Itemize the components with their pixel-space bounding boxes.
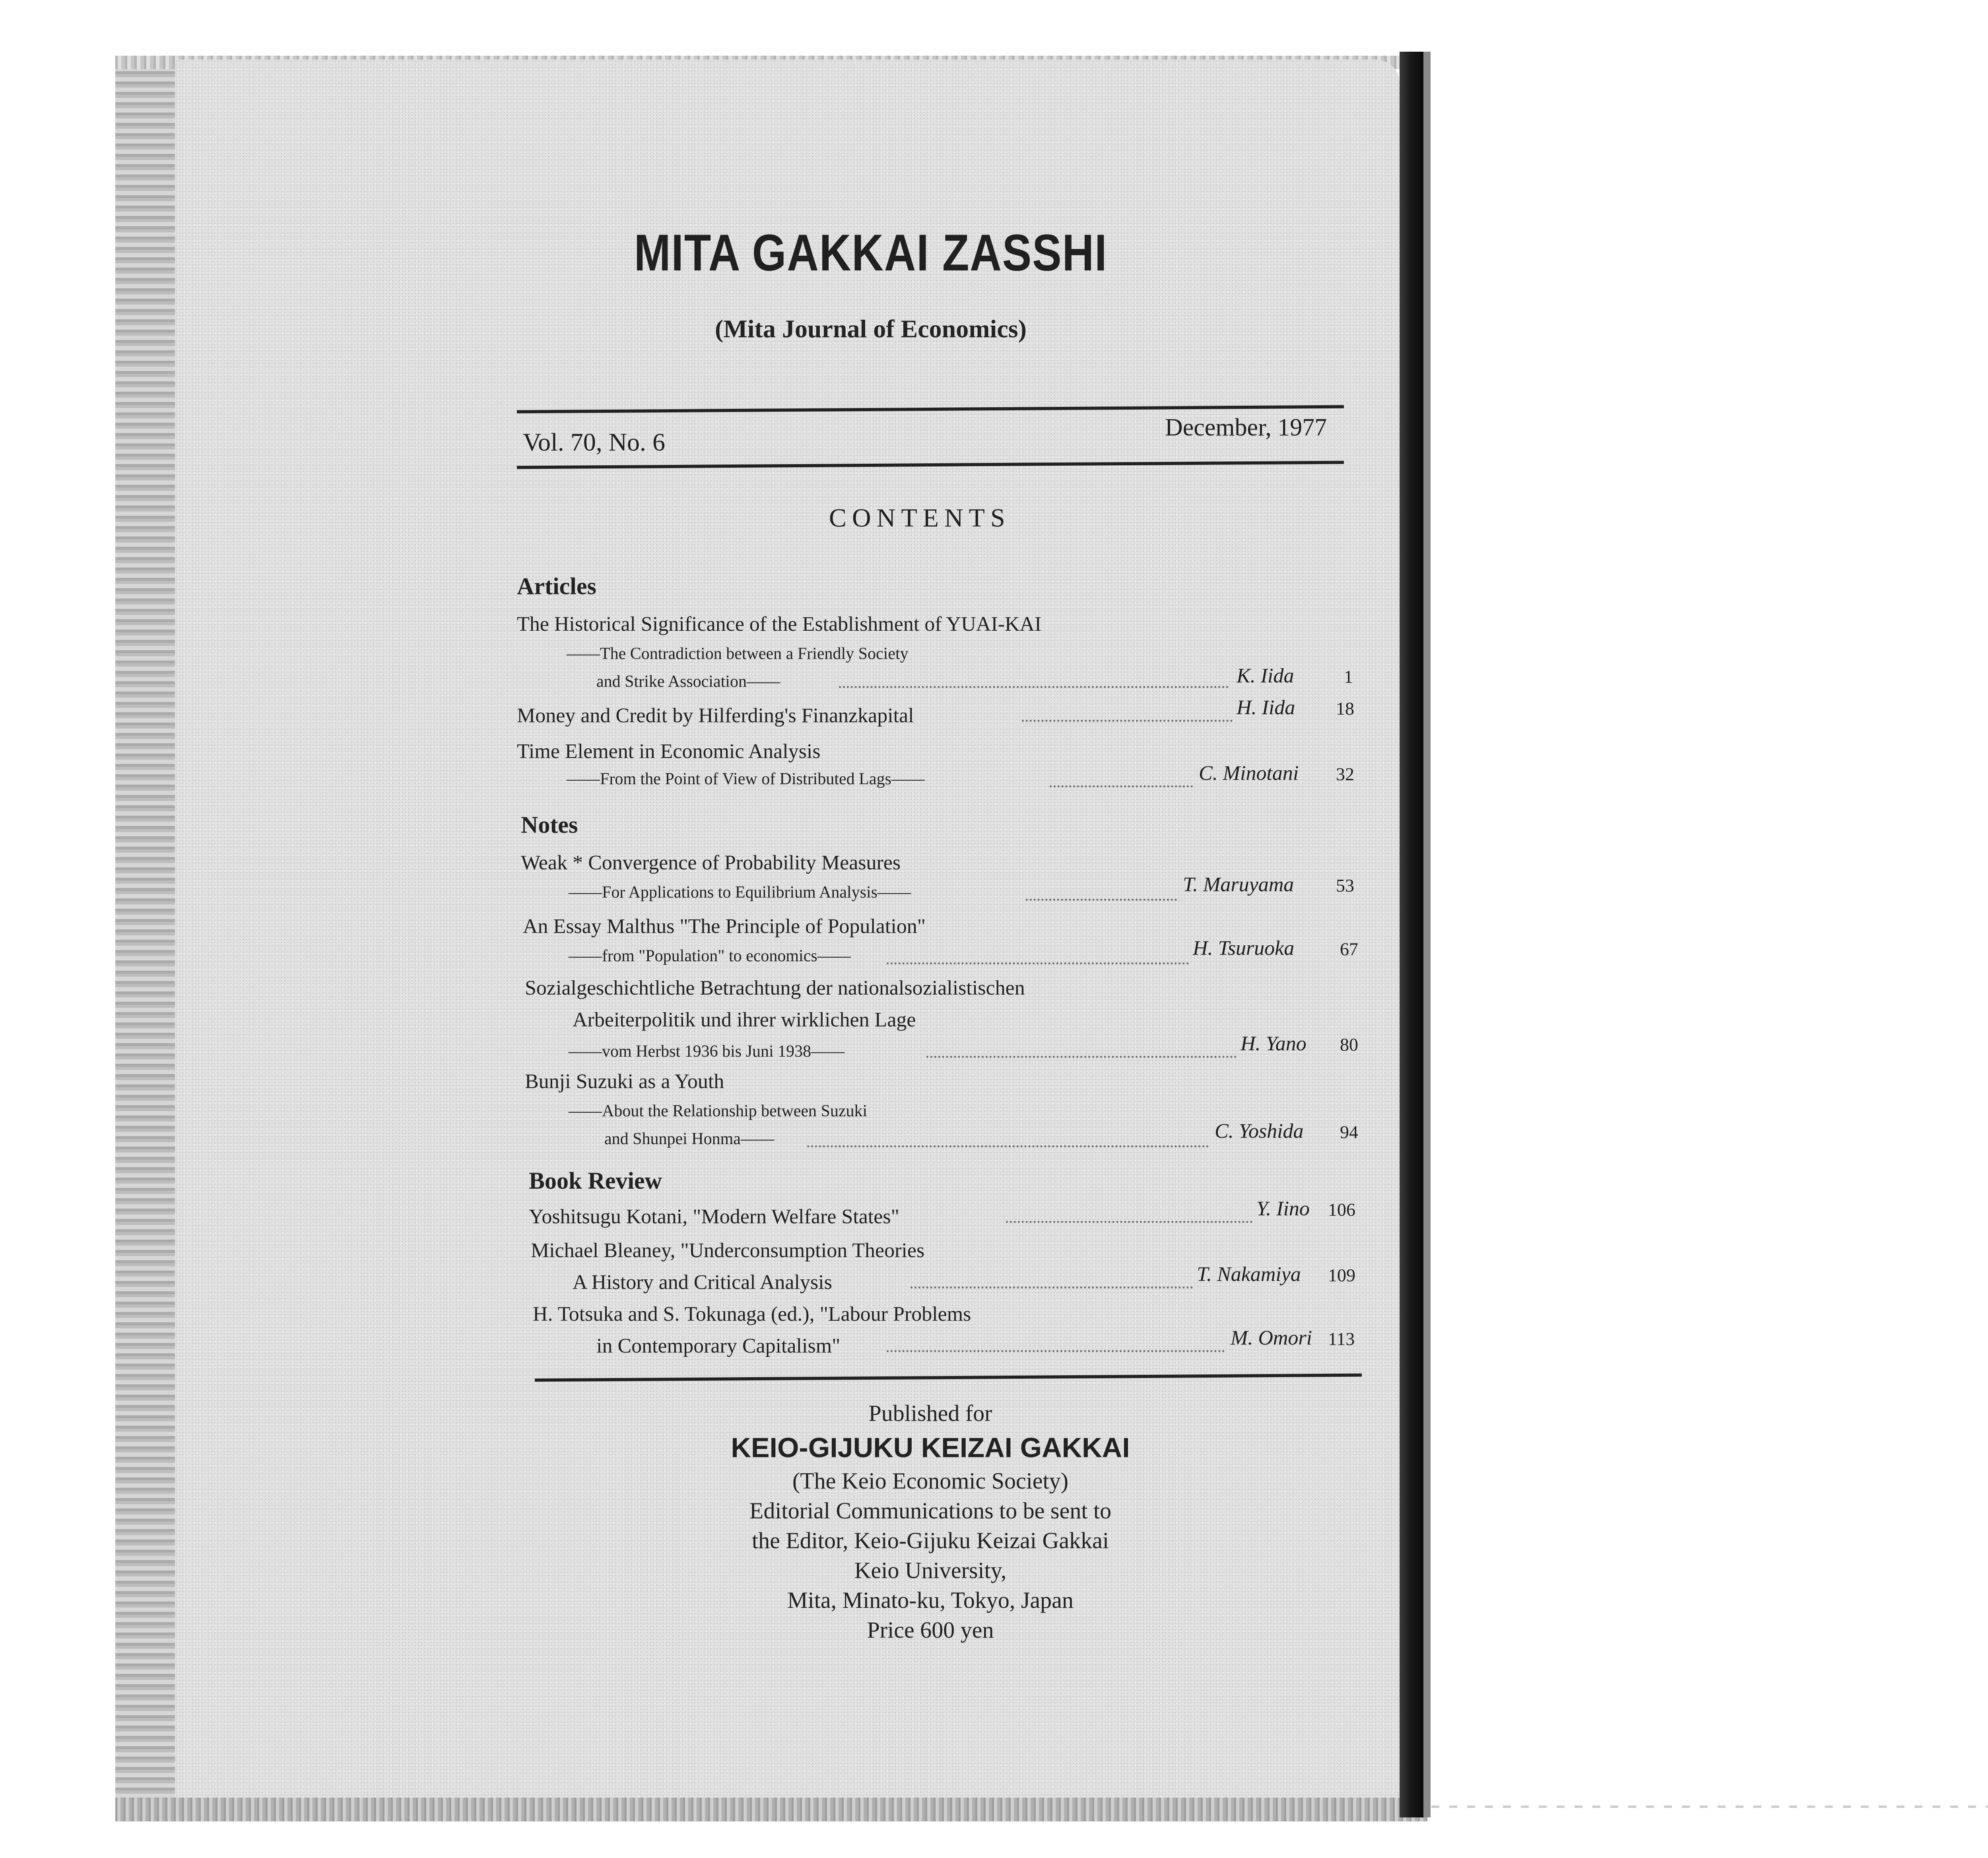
editorial-line-2: the Editor, Keio-Gijuku Keizai Gakkai xyxy=(751,1528,1109,1553)
leader-dots xyxy=(839,686,1229,688)
article-1-title: The Historical Significance of the Establishment of YUAI-KAI xyxy=(517,613,1042,636)
article-2-title: Money and Credit by Hilferding's Finanzkapital xyxy=(517,704,914,727)
publisher-address: Mita, Minato-ku, Tokyo, Japan xyxy=(787,1587,1074,1613)
price: Price 600 yen xyxy=(867,1617,994,1643)
review-1-page: 106 xyxy=(1328,1199,1355,1220)
note-2-subtitle-1: ——from "Population" to economics—— xyxy=(569,947,851,965)
article-3-title: Time Element in Economic Analysis xyxy=(517,740,821,763)
note-4-subtitle-2: and Shunpei Honma—— xyxy=(604,1130,774,1148)
article-3-page: 32 xyxy=(1336,764,1354,784)
blank-page-bottom-edge xyxy=(1431,1806,1988,1808)
article-1-subtitle-1: ——The Contradiction between a Friendly Society xyxy=(567,645,909,663)
contents-heading: CONTENTS xyxy=(829,503,1011,533)
leader-dots xyxy=(887,962,1189,964)
review-3-author: M. Omori xyxy=(1231,1327,1312,1349)
leader-dots xyxy=(1022,720,1233,722)
note-1-subtitle-1: ——For Applications to Equilibrium Analysis—— xyxy=(569,883,911,902)
note-3-author: H. Yano xyxy=(1241,1032,1307,1055)
note-3-title: Sozialgeschichtliche Betrachtung der nationalsozialistischen xyxy=(525,977,1025,999)
note-4-subtitle-1: ——About the Relationship between Suzuki xyxy=(569,1102,868,1120)
leader-dots xyxy=(911,1287,1193,1289)
note-1-page: 53 xyxy=(1336,875,1354,896)
review-1-title: Yoshitsugu Kotani, "Modern Welfare States" xyxy=(529,1205,899,1228)
note-3-subtitle-1: ——vom Herbst 1936 bis Juni 1938—— xyxy=(569,1042,845,1061)
article-1-subtitle-2: and Strike Association—— xyxy=(596,672,780,691)
book-binding xyxy=(1400,52,1423,1817)
review-2-title: Michael Bleaney, "Underconsumption Theories xyxy=(531,1239,925,1262)
review-1-author: Y. Iino xyxy=(1256,1197,1310,1220)
leader-dots xyxy=(1050,785,1193,787)
leader-dots xyxy=(926,1056,1237,1058)
journal-subtitle: (Mita Journal of Economics) xyxy=(715,315,1027,343)
leader-dots xyxy=(887,1350,1225,1352)
leader-dots xyxy=(807,1145,1209,1147)
note-3-page: 80 xyxy=(1340,1034,1358,1055)
editorial-line-1: Editorial Communications to be sent to xyxy=(749,1498,1112,1524)
article-3-author: C. Minotani xyxy=(1199,762,1299,785)
volume-number: Vol. 70, No. 6 xyxy=(523,428,665,456)
article-3-subtitle-1: ——From the Point of View of Distributed Lags—— xyxy=(567,770,925,788)
issue-date: December, 1977 xyxy=(1165,414,1327,441)
note-1-author: T. Maruyama xyxy=(1183,873,1294,896)
scan-edge-left xyxy=(115,56,175,1821)
scan-edge-bottom xyxy=(115,1798,1427,1821)
note-2-author: H. Tsuruoka xyxy=(1193,937,1295,960)
article-1-page: 1 xyxy=(1344,667,1353,687)
note-4-author: C. Yoshida xyxy=(1215,1120,1304,1143)
leader-dots xyxy=(1026,899,1177,901)
article-2-author: H. Iida xyxy=(1237,696,1295,719)
leader-dots xyxy=(1006,1221,1252,1223)
society-name: KEIO-GIJUKU KEIZAI GAKKAI xyxy=(731,1432,1130,1463)
section-heading-book-review: Book Review xyxy=(529,1168,662,1194)
note-4-title: Bunji Suzuki as a Youth xyxy=(525,1070,724,1093)
review-2-author: T. Nakamiya xyxy=(1197,1263,1301,1286)
journal-title: MITA GAKKAI ZASSHI xyxy=(634,224,1108,282)
published-for: Published for xyxy=(868,1400,992,1426)
society-english-name: (The Keio Economic Society) xyxy=(792,1468,1069,1494)
editorial-line-3: Keio University, xyxy=(854,1557,1007,1583)
review-2-page: 109 xyxy=(1328,1265,1355,1285)
section-heading-articles: Articles xyxy=(517,573,596,599)
section-heading-notes: Notes xyxy=(521,812,578,838)
note-1-title: Weak * Convergence of Probability Measures xyxy=(521,851,901,874)
note-2-title: An Essay Malthus "The Principle of Population" xyxy=(523,915,926,938)
review-3-title-line-2: in Contemporary Capitalism" xyxy=(596,1335,841,1357)
article-2-page: 18 xyxy=(1336,698,1354,719)
review-3-title: H. Totsuka and S. Tokunaga (ed.), "Labour Problems xyxy=(533,1303,971,1325)
review-3-page: 113 xyxy=(1328,1329,1355,1349)
binding-edge xyxy=(1423,52,1431,1817)
review-2-title-line-2: A History and Critical Analysis xyxy=(573,1271,832,1294)
note-2-page: 67 xyxy=(1340,939,1358,959)
note-3-title-line-2: Arbeiterpolitik und ihrer wirklichen Lage xyxy=(573,1009,916,1031)
note-4-page: 94 xyxy=(1340,1122,1358,1142)
article-1-author: K. Iida xyxy=(1237,665,1294,687)
